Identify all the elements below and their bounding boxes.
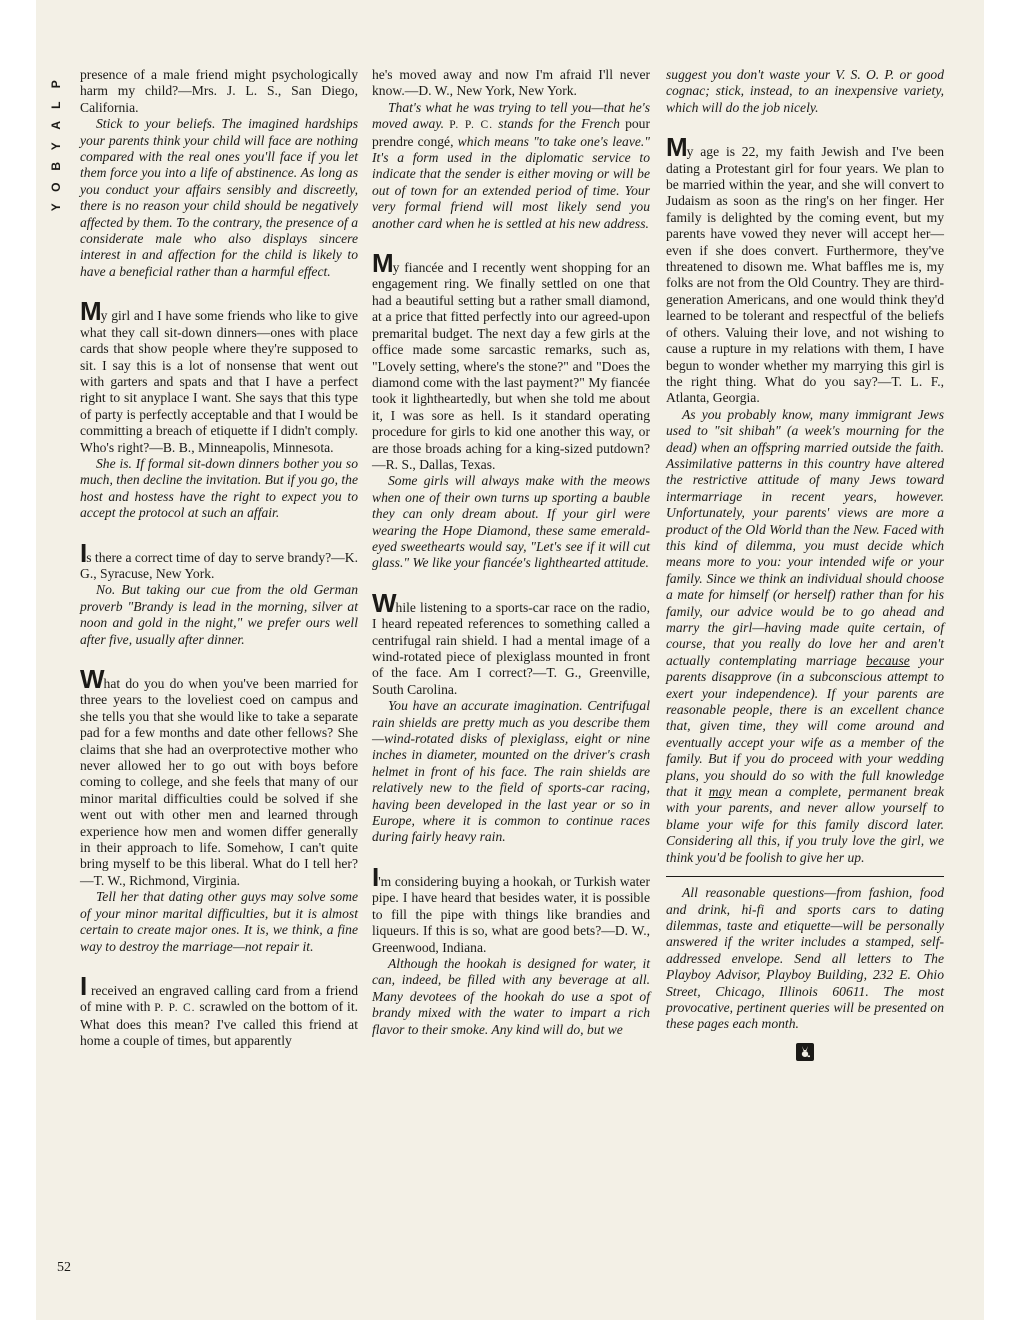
column-3 xyxy=(666,67,944,1061)
answer-text: suggest you don't waste your V. S. O. P. or good cognac; stick, instead, to an inexpensive variety, which will do the job nicely. xyxy=(666,67,944,115)
page-number: 52 xyxy=(57,1260,71,1275)
advisor-footer-note: All reasonable questions—from fashion, food and drink, hi-fi and sports cars to dating dilemmas, taste and etiquette—will be personally answered if the writer includes a stamped, self-addressed envelope. Send all letters to The Playboy Advisor, Playboy Building, 232 E. Ohio Street, Chicago, Illinois 60611. The most provocative, pertinent queries will be presented on these pages each month. xyxy=(666,885,944,1032)
question-text: While listening to a sports-car race on the radio, I heard repeated references to something called a centrifugal rain shield. I had a mental image of a wind-rotated piece of plexiglass mounted in front of the face. Am I correct?—T. G., Greenville, South Carolina. xyxy=(372,587,650,697)
question-text: he's moved away and now I'm afraid I'll never know.—D. W., New York, New York. xyxy=(372,67,650,99)
answer-text: Although the hookah is designed for water, it can, indeed, be filled with any beverage at all. Many devotees of the hookah do use a spot of brandy mixed with the water to impart a rich flavor to their smoke. Any kind will do, but we xyxy=(372,955,650,1037)
drop-cap: M xyxy=(666,132,687,163)
drop-cap: I xyxy=(372,861,379,892)
question-text: Is there a correct time of day to serve brandy?—K. G., Syracuse, New York. xyxy=(80,537,358,581)
drop-cap: W xyxy=(80,664,104,694)
answer-text: That's what he was trying to tell you—that he's moved away. P. P. C. stands for the French pour prendre congé, which means "to take one's leave." It's a form used in the diplomatic service to indicate that the sender is either moving or will be out of town for an extended period of time. Your very formal friend will most likely send you another card when he is settled at his new address. xyxy=(372,99,650,231)
answer-text: Stick to your beliefs. The imagined hardships your parents think your child will face are nothing compared with the real ones you'll face if you let them force you into a life of abstinence. As long as you conduct your affairs sensibly and discreetly, there is no reason your child should be negatively affected by them. To the contrary, the presence of a considerate male who also displays sincere interest in and affection for the child is likely to have a beneficial rather than a harmful effect. xyxy=(80,116,358,279)
answer-text: As you probably know, many immigrant Jews used to "sit shibah" (a week's mourning for the dead) when an offspring married outside the faith. Assimilative patterns in this country have altered the restrictive attitude of many Jews toward intermarriage in recent years, however. Unfortunately, your parents' views are more a product of the Old World than the New. Faced with this kind of dilemma, you must decide which means more to you: your intended wife or your family. Since we think an individual should choose a mate for himself (or herself) rather than for his family, our advice would be to go ahead and marry the girl—having made quite certain, of course, that you really do love her and aren't actually contemplating marriage because your parents disapprove (in a subconscious attempt to exert your independence). If your parents are reasonable people, there is an excellent chance that, given time, they will come around and eventually accept your wife as a member of the family. But if you do proceed with your wedding plans, you should do so with the full knowledge that it may mean a complete, permanent break with your parents, and never allow yourself to blame your wife for this family discord later. Considering all this, if you truly love the girl, we think you'd be foolish to give her up. xyxy=(666,406,944,865)
drop-cap: W xyxy=(372,587,396,618)
question-text: My girl and I have some friends who like to give what they call sit-down dinners—ones with place cards that show people where they're supposed to sit. I say this is a lot of nonsense that went out with garters and spats and that I have a perfect right to sit anyplace I want. She says that this type of party is perfectly acceptable and that I would be committing a breach of etiquette if I didn't comply. Who's right?—B. B., Minneapolis, Minnesota. xyxy=(80,296,358,455)
question-text: I received an engraved calling card from a friend of mine with P. P. C. scrawled on the bottom of it. What does this mean? I've called this friend at home a couple of times, but apparently xyxy=(80,970,358,1049)
rabbit-head-logo-icon xyxy=(796,1043,814,1061)
drop-cap: M xyxy=(372,248,393,279)
question-text: What do you do when you've been married for three years to the loveliest coed on campus and she tells you that she would like to take a separate pad for a few months and date other fellows? She claims that she had an overprotective mother who never allowed her to go out with boys before coming to college, and she feels that many of our minor marital difficulties could be solved if she went out with other men and learned through experience how men and women differ generally in their approach to life. Somehow, I can't quite bring myself to be this liberal. What do I tell her?—T. W., Richmond, Virginia. xyxy=(80,664,358,888)
answer-text: Some girls will always make with the meows when one of their own turns up sporting a bauble they can only dream about. If your girl were wearing the Hope Diamond, these same emerald-eyed sweethearts would say, "Let's see if it will cut glass." We like your fiancée's lighthearted attitude. xyxy=(372,473,650,571)
answer-text: No. But taking our cue from the old German proverb "Brandy is lead in the morning, silver at noon and gold in the night," we prefer ours well after five, usually after dinner. xyxy=(80,582,358,647)
question-text: presence of a male friend might psychologically harm my child?—Mrs. J. L. S., San Diego, California. xyxy=(80,67,358,115)
question-text: I'm considering buying a hookah, or Turkish water pipe. I have heard that besides water, it is possible to fill the pipe with things like brandies and liqueurs. If this is so, what are good bets?—D. W., Greenwood, Indiana. xyxy=(372,861,650,955)
drop-cap: I xyxy=(80,537,87,568)
drop-cap: M xyxy=(80,296,101,327)
answer-text: She is. If formal sit-down dinners bother you so much, then decline the invitation. But if you go, the host and hostess have the right to expect you to accept the protocol at such an affair. xyxy=(80,455,358,521)
column-2 xyxy=(372,67,650,1038)
drop-cap: I xyxy=(80,970,87,1001)
question-text: My fiancée and I recently went shopping for an engagement ring. We finally settled on one that had a beautiful setting but a rather small diamond, at a price that fitted perfectly into our agreed-upon premarital budget. The next day a few girls at the office made some sarcastic remarks, such as, "Lovely setting, where's the stone?" and "Does the diamond come with the last payment?" My fiancée took it lightheartedly, but when she told me about it, I was sore as hell. Is it standard operating procedure for girls to kid one another this way, or are those broads aching for a king-sized putdown?—R. S., Dallas, Texas. xyxy=(372,248,650,472)
answer-text: Tell her that dating other guys may solve some of your minor marital difficulties, but it is almost certain to create major ones. It is, we think, a fine way to destroy the marriage—not repair it. xyxy=(80,889,358,954)
footer-divider xyxy=(666,876,944,877)
answer-text: You have an accurate imagination. Centrifugal rain shields are pretty much as you describe them—wind-rotated disks of plexiglass, eight or nine inches in diameter, mounted on the driver's crash helmet in front of his face. The rain shields are relatively new to the field of sports-car racing, having been developed in the last year or so in Europe, where it is common to continue races during fairly heavy rain. xyxy=(372,698,650,845)
column-1 xyxy=(80,67,358,1050)
question-text: My age is 22, my faith Jewish and I've been dating a Protestant girl for four years. We plan to be married within the year, and she will convert to Judaism as soon as the ring's on her finger. Her family is delighted by the coming event, but my parents have vowed they never will accept her—even if she does convert. Furthermore, they've threatened to disown me. What baffles me is, my folks are not from the Old Country. They are third-generation Americans, and one would think they'd learned to be tolerant and respectful of the beliefs of others. Valuing their love, and not wishing to cause a rupture in my relations with them, I have begun to wonder whether my marrying this girl is the right thing. What do you say?—T. L. F., Atlanta, Georgia. xyxy=(666,132,944,406)
masthead: P L A Y B O Y xyxy=(48,80,63,212)
